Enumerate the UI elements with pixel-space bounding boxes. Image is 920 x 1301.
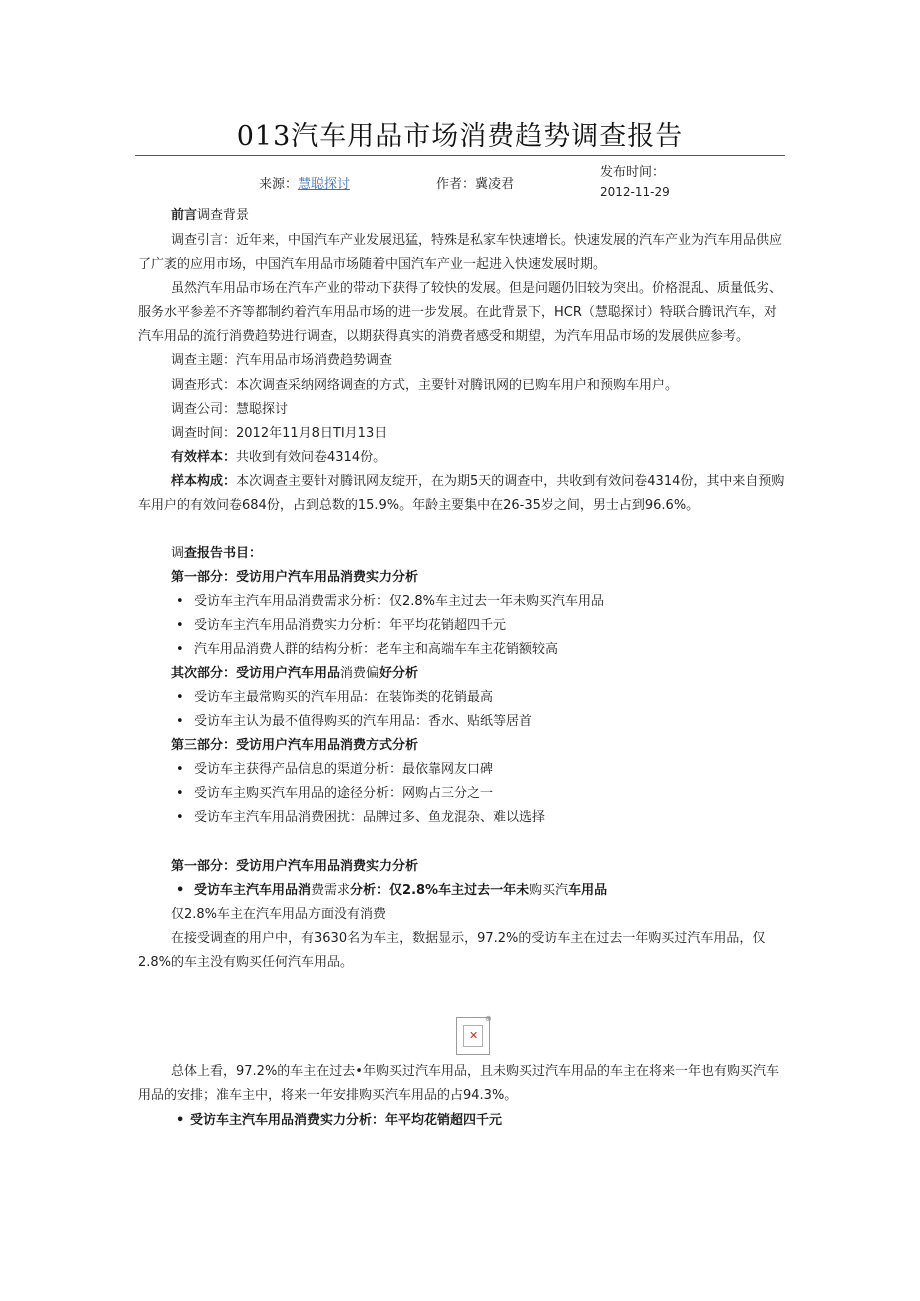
bullet-icon: • — [176, 714, 184, 729]
toc-item-text: 受访车主购买汽车用品的途径分析：网购占三分之一 — [194, 786, 494, 801]
title-divider — [135, 155, 785, 156]
toc-item-text: 受访车主获得产品信息的渠道分析：最依靠网友口碑 — [194, 762, 494, 777]
document-title: 013汽车用品市场消费趋势调查报告 — [236, 121, 684, 152]
publish-date: 2012-11-29 — [600, 185, 670, 199]
toc-part1-item — [176, 590, 604, 614]
toc-part2-bold: 其次部分：受访用户汽车用品 — [171, 666, 341, 681]
survey-topic: 调查主题：汽车用品市场消费趋势调查 — [171, 353, 393, 368]
subheading-part: 车用品 — [568, 883, 608, 898]
close-icon: ✕ — [469, 1029, 479, 1042]
toc-item-text: 受访车主汽车用品消费实力分析：年平均花销超四千元 — [194, 618, 507, 633]
subheading-part: 购买汽 — [529, 883, 569, 898]
image-frame — [463, 1025, 483, 1047]
bullet-icon: • — [176, 786, 184, 801]
bullet-icon: • — [176, 762, 184, 777]
author-line: 作者：冀凌君 — [436, 177, 515, 192]
source-link[interactable]: 慧聪探讨 — [298, 177, 351, 192]
subheading-text: 受访车主汽车用品消费实力分析：年平均花销超四千元 — [190, 1113, 503, 1128]
bullet-icon: • — [176, 690, 184, 705]
broken-image-icon — [456, 1014, 492, 1055]
toc-part3-item — [176, 806, 545, 830]
sample-value: 共收到有效问卷4314份。 — [236, 450, 387, 465]
toc-part3: 第三部分：受访用户汽车用品消费方式分析 — [171, 738, 419, 753]
toc-part1-item — [176, 614, 506, 638]
subheading-part: 分析：仅2.8%车主过去一年未 — [350, 883, 530, 898]
source-line — [259, 173, 350, 192]
toc-part3-item — [176, 758, 493, 782]
source-label: 来源： — [259, 177, 299, 192]
toc-part2 — [171, 662, 418, 686]
survey-company: 调查公司：慧聪探讨 — [171, 402, 289, 417]
composition-value: 本次调查主要针对腾讯网友绽开，在为期5天的调查中，共收到有效问卷4314份，其中来自预购车用户的有效问卷684份，占到总数的15.9%。年龄主要集中在26-35岁之间，男士占到96.6%。 — [138, 474, 785, 513]
toc-heading-b: 查报告书目： — [184, 546, 263, 561]
survey-composition — [138, 470, 786, 518]
toc-part3-item — [176, 782, 493, 806]
publish-label: 发布时间： — [600, 165, 666, 180]
bullet-icon: • — [176, 883, 185, 898]
toc-item-text: 汽车用品消费人群的结构分析：老车主和高端车车主花销额较高 — [194, 642, 559, 657]
intro-paragraph-2: 虽然汽车用品市场在汽车产业的带动下获得了较快的发展。但是问题仍旧较为突出。价格混乱、质量低劣、服务水平参差不齐等都制约着汽车用品市场的进一步发展。在此背景下，HCR（慧聪探讨）特联合腾讯汽车，对汽车用品的流行消费趋势进行调查，以期获得真实的消费者感受和期望，为汽车用品市场的发展供应参考。 — [138, 281, 783, 344]
survey-time: 调查时间：2012年11月8日TI月13日 — [171, 426, 388, 441]
bullet-icon: • — [176, 594, 184, 609]
composition-label: 样本构成： — [171, 474, 237, 489]
section1-subheading-2 — [176, 1109, 502, 1133]
toc-item-text: 受访车主认为最不值得购买的汽车用品：香水、贴纸等居首 — [194, 714, 533, 729]
section1-line: 仅2.8%车主在汽车用品方面没有消费 — [171, 907, 387, 922]
bullet-icon: • — [176, 618, 184, 633]
intro-heading-bold: 前言 — [171, 208, 198, 223]
intro-heading-rest: 调查背景 — [197, 208, 250, 223]
toc-item-text: 受访车主汽车用品消费需求分析：仅2.8%车主过去一年未购买汽车用品 — [194, 594, 605, 609]
intro-heading — [171, 204, 249, 228]
bullet-icon: • — [176, 1113, 185, 1128]
sample-label: 有效样本： — [171, 450, 237, 465]
survey-sample — [138, 446, 786, 470]
toc-part1: 第一部分：受访用户汽车用品消费实力分析 — [171, 570, 419, 585]
toc-item-text: 受访车主汽车用品消费困扰：品牌过多、鱼龙混杂、难以选择 — [194, 810, 546, 825]
toc-part2-tail: 好分析 — [379, 666, 419, 681]
bullet-icon: • — [176, 642, 184, 657]
toc-heading — [171, 542, 262, 566]
section1-subheading — [176, 879, 607, 903]
section1-paragraph-1: 在接受调查的用户中，有3630名为车主，数据显示，97.2%的受访车主在过去一年购买过汽车用品，仅2.8%的车主没有购买任何汽车用品。 — [138, 931, 766, 970]
toc-heading-a: 调 — [171, 546, 185, 561]
toc-part2-item — [176, 686, 493, 710]
subheading-part: 受访车主汽车用品消 — [194, 883, 312, 898]
toc-part2-rest: 消费偏 — [340, 666, 380, 681]
section1-paragraph-2: 总体上看，97.2%的车主在过去•年购买过汽车用品，且未购买过汽车用品的车主在将来一年也有购买汽车用品的安排；准车主中，将来一年安排购买汽车用品的占94.3%。 — [138, 1064, 779, 1103]
survey-form: 调查形式：本次调查采纳网络调查的方式，主要针对腾讯网的已购车用户和预购车用户。 — [171, 378, 679, 393]
toc-item-text: 受访车主最常购买的汽车用品：在装饰类的花销最高 — [194, 690, 494, 705]
toc-part1-item — [176, 638, 558, 662]
intro-paragraph-1: 调查引言：近年来，中国汽车产业发展迅猛，特殊是私家车快速增长。快速发展的汽车产业为汽车用品供应了广袤的应用市场，中国汽车用品市场随着中国汽车产业一起进入快速发展时期。 — [138, 233, 783, 272]
section1-heading: 第一部分：受访用户汽车用品消费实力分析 — [171, 859, 419, 874]
subheading-part: 费需求 — [311, 883, 351, 898]
image-corner-mark: ⊕ — [485, 1014, 492, 1023]
toc-part2-item — [176, 710, 532, 734]
bullet-icon: • — [176, 810, 184, 825]
